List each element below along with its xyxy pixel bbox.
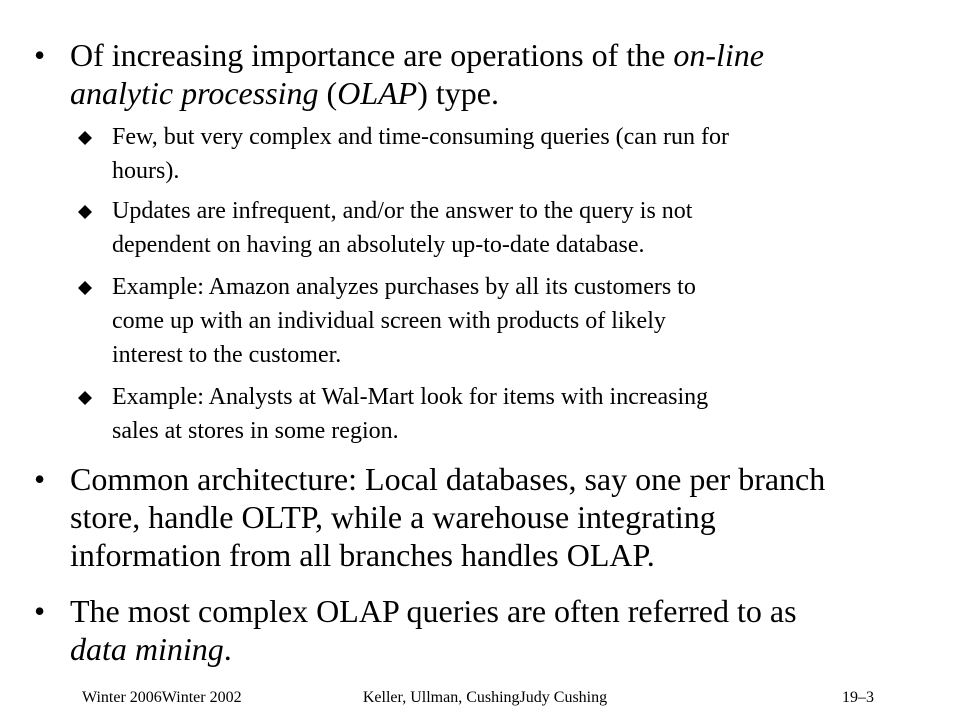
sub-bullet-line: dependent on having an absolutely up-to-date database. <box>112 232 645 258</box>
sub-bullet-line: Updates are infrequent, and/or the answer to the query is not <box>112 198 693 224</box>
bullet-line: Common architecture: Local databases, say one per branch <box>70 461 826 497</box>
bullet-line: store, handle OLTP, while a warehouse integrating <box>70 499 716 535</box>
text-run-italic: on-line <box>673 37 764 73</box>
footer-slide-number: 19–3 <box>842 689 874 706</box>
sub-bullet-line: hours). <box>112 158 180 184</box>
bullet-line <box>70 74 499 112</box>
text-run-italic: analytic processing <box>70 75 319 111</box>
diamond-bullet-icon <box>76 281 92 295</box>
sub-bullet-line: come up with an individual screen with products of likely <box>112 308 666 334</box>
bullet-line: The most complex OLAP queries are often referred to as <box>70 593 797 629</box>
sub-bullet-line: Few, but very complex and time-consuming queries (can run for <box>112 124 729 150</box>
footer-authors: Keller, Ullman, CushingJudy Cushing <box>362 689 608 706</box>
text-run-italic: data mining <box>70 631 224 667</box>
diamond-bullet-icon <box>76 205 92 219</box>
diamond-bullet-icon <box>76 131 92 145</box>
bullet-line <box>70 36 764 74</box>
bullet-dot: • <box>34 593 46 629</box>
text-run: . <box>223 631 232 667</box>
diamond-bullet-icon <box>76 391 92 405</box>
bullet-dot: • <box>34 461 46 497</box>
footer-date: Winter 2006Winter 2002 <box>82 689 242 706</box>
bullet-line <box>70 630 232 668</box>
text-run: ( <box>318 75 338 111</box>
text-run-italic: OLAP <box>337 75 418 111</box>
bullet-dot: • <box>34 37 46 73</box>
text-run: Of increasing importance are operations of the <box>70 37 674 73</box>
bullet-line: information from all branches handles OLAP. <box>70 537 655 573</box>
sub-bullet-line: Example: Amazon analyzes purchases by all its customers to <box>112 274 696 300</box>
sub-bullet-line: Example: Analysts at Wal-Mart look for items with increasing <box>112 384 709 410</box>
text-run: ) type. <box>417 75 499 111</box>
sub-bullet-line: sales at stores in some region. <box>112 418 399 444</box>
sub-bullet-line: interest to the customer. <box>112 342 342 368</box>
